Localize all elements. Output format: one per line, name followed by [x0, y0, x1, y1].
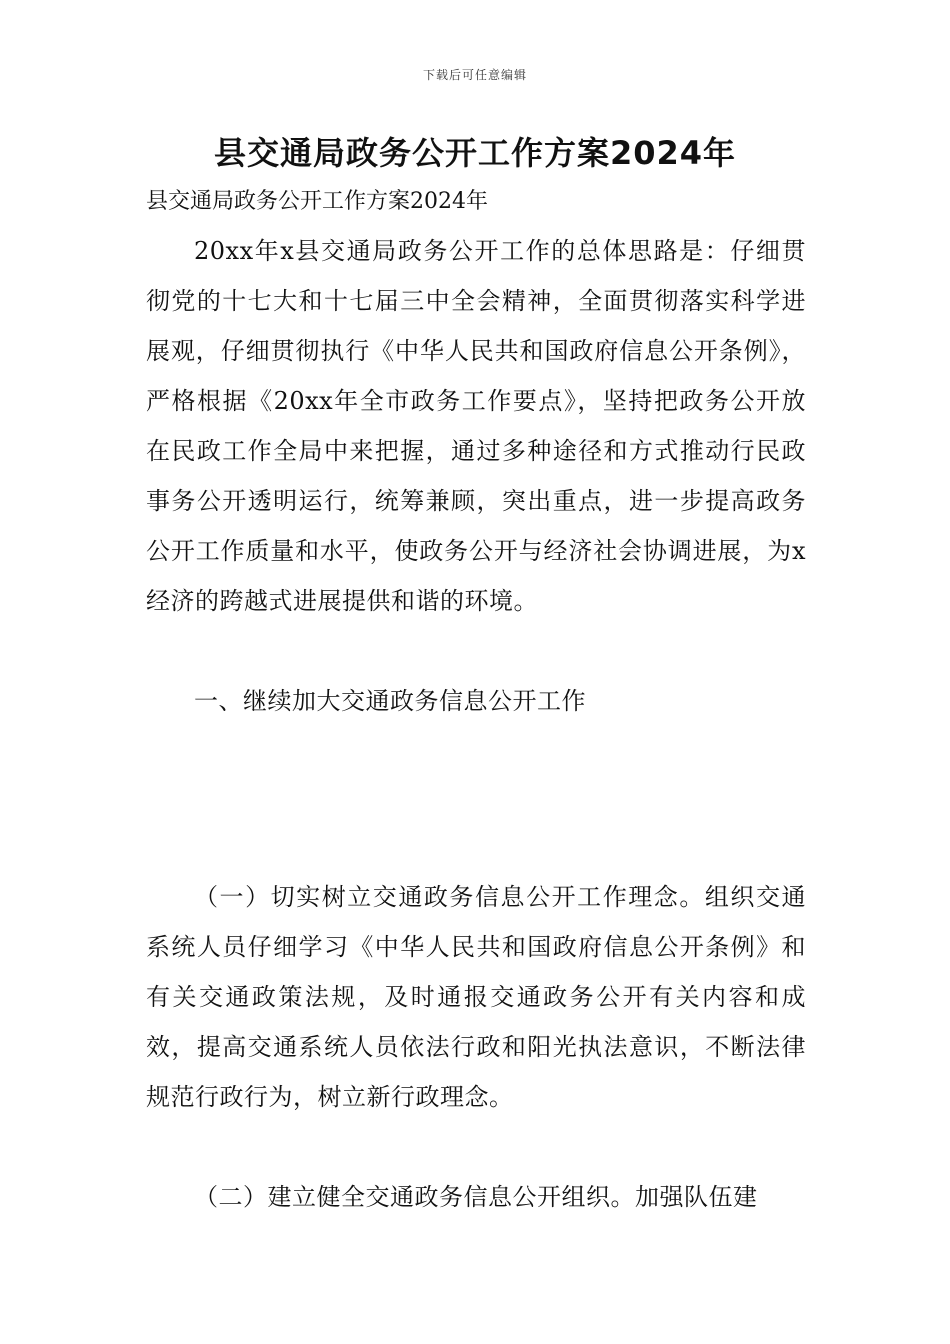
intro-paragraph: 20xx年x县交通局政务公开工作的总体思路是：仔细贯彻党的十七大和十七届三中全会精神，全面贯彻落实科学进展观，仔细贯彻执行《中华人民共和国政府信息公开条例》，严格根据《20xx年全市政务工作要点》，坚持把政务公开放在民政工作全局中来把握，通过多种途径和方式推动行民政事务公开透明运行，统筹兼顾，突出重点，进一步提高政务公开工作质量和水平，使政务公开与经济社会协调进展，为x经济的跨越式进展提供和谐的环境。: [146, 237, 806, 615]
section-heading-1: 一、继续加大交通政务信息公开工作: [194, 687, 586, 715]
item-paragraph-1: （一）切实树立交通政务信息公开工作理念。组织交通系统人员仔细学习《中华人民共和国政府信息公开条例》和有关交通政策法规，及时通报交通政务公开有关内容和成效，提高交通系统人员依法行政和阳光执法意识，不断法律规范行政行为，树立新行政理念。: [146, 883, 806, 1111]
item-paragraph-2: （二）建立健全交通政务信息公开组织。加强队伍建: [194, 1183, 758, 1211]
document-title: 县交通局政务公开工作方案2024年: [213, 134, 737, 172]
document-subtitle: 县交通局政务公开工作方案2024年: [146, 189, 488, 214]
header-note: 下载后可任意编辑: [422, 68, 527, 82]
